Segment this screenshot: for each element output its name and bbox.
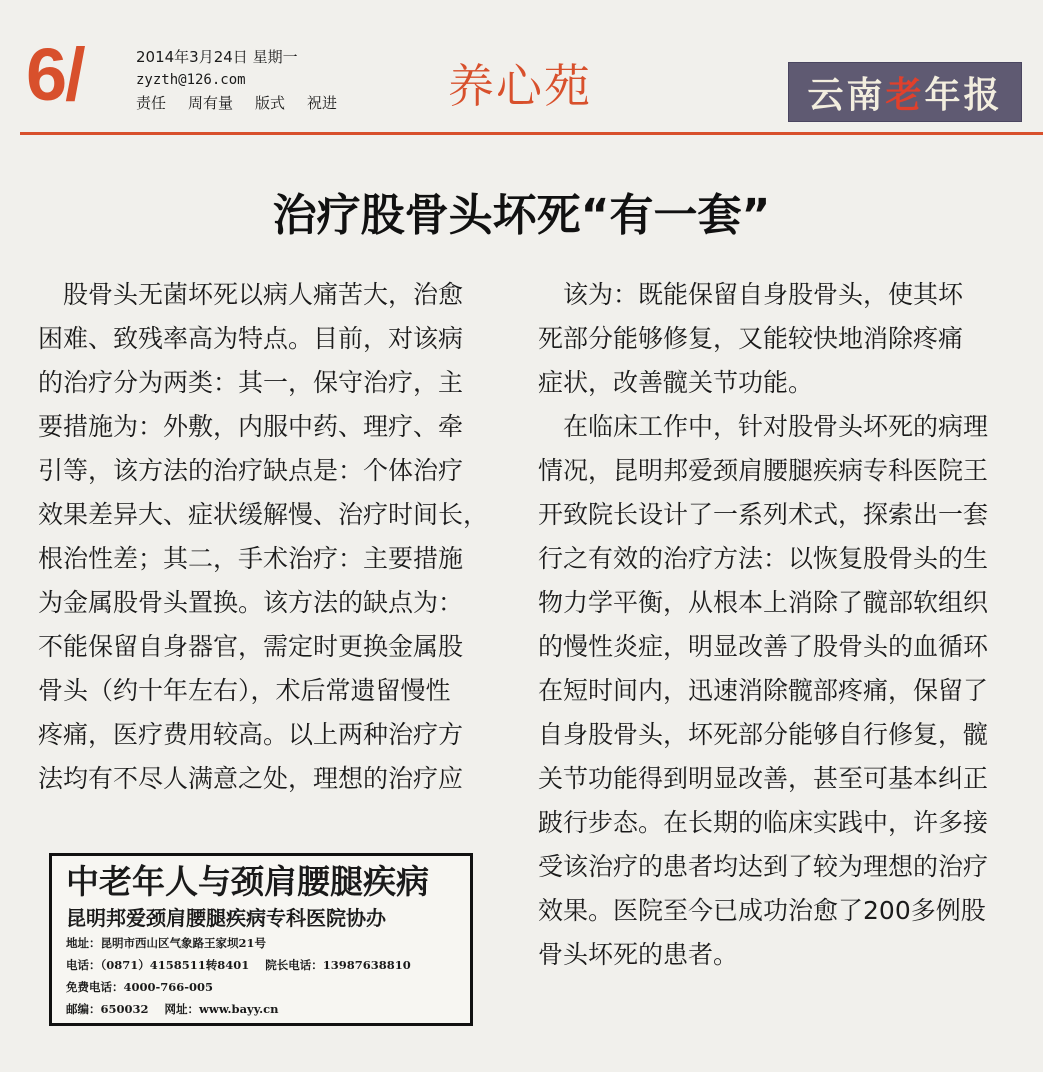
article-line: 自身股骨头，坏死部分能够自行修复，髋 — [538, 720, 989, 749]
issue-date: 2014年3月24日 星期一 — [136, 48, 298, 66]
article-line: 物力学平衡，从根本上消除了髋部软组织 — [538, 588, 989, 617]
article-line: 的慢性炎症，明显改善了股骨头的血循环 — [538, 632, 989, 661]
ad-subtitle: 昆明邦爱颈肩腰腿疾病专科医院协办 — [66, 906, 386, 930]
editor-name: 周有量 — [188, 94, 234, 112]
article-line: 在短时间内，迅速消除髋部疼痛，保留了 — [538, 676, 989, 705]
ad-hotline: 免费电话：4000-766-005 — [66, 980, 214, 994]
article-line: 该为：既能保留自身股骨头，使其坏 — [538, 280, 964, 309]
article-line: 根治性差；其二，手术治疗：主要措施 — [38, 544, 464, 573]
newspaper-logo — [788, 62, 1022, 122]
article-line: 为金属股骨头置换。该方法的缺点为： — [38, 588, 464, 617]
article-line: 死部分能够修复，又能较快地消除疼痛 — [538, 324, 964, 353]
logo-text: 云南老年报 — [807, 73, 1003, 116]
ad-address: 地址：昆明市西山区气象路王家坝21号 — [66, 936, 267, 950]
article-column-left — [38, 273, 518, 801]
article-line: 引等，该方法的治疗缺点是：个体治疗 — [38, 456, 464, 485]
layout-label: 版式 — [255, 94, 286, 112]
article-line: 法均有不尽人满意之处，理想的治疗应 — [38, 764, 464, 793]
section-title: 养心苑 — [448, 59, 592, 113]
article-line: 骨头坏死的患者。 — [538, 940, 739, 969]
article-line: 的治疗分为两类：其一，保守治疗，主 — [38, 368, 464, 397]
article-line: 跛行步态。在长期的临床实践中，许多接 — [538, 808, 989, 837]
article-line: 关节功能得到明显改善，甚至可基本纠正 — [538, 764, 989, 793]
article-line: 在临床工作中，针对股骨头坏死的病理 — [538, 412, 989, 441]
page-meta — [136, 46, 359, 115]
credits — [136, 92, 359, 115]
header-divider — [20, 132, 1043, 135]
article-line: 情况，昆明邦爱颈肩腰腿疾病专科医院王 — [538, 456, 989, 485]
article-headline: 治疗股骨头坏死“有一套” — [272, 190, 771, 241]
article-line: 行之有效的治疗方法：以恢复股骨头的生 — [538, 544, 989, 573]
editor-label: 责任 — [136, 94, 167, 112]
layout-name: 祝进 — [307, 94, 338, 112]
article-line: 要措施为：外敷，内服中药、理疗、牵 — [38, 412, 464, 441]
ad-postcode-web: 邮编：650032 网址：www.bayy.cn — [66, 1002, 279, 1016]
article-line: 骨头（约十年左右），术后常遗留慢性 — [38, 676, 451, 705]
contact-email: zyzth@126.com — [136, 72, 246, 88]
ad-phones: 电话：（0871）4158511转8401 院长电话：13987638810 — [66, 958, 411, 972]
ad-title: 中老年人与颈肩腰腿疾病 — [66, 862, 429, 901]
article-line: 不能保留自身器官，需定时更换金属股 — [38, 632, 464, 661]
article-line: 开致院长设计了一系列术式，探索出一套 — [538, 500, 989, 529]
article-line: 效果。医院至今已成功治愈了200多例股 — [538, 896, 986, 925]
article-line: 效果差异大、症状缓解慢、治疗时间长， — [38, 500, 489, 529]
article-line: 股骨头无菌坏死以病人痛苦大，治愈 — [38, 280, 464, 309]
article-line: 困难、致残率高为特点。目前，对该病 — [38, 324, 464, 353]
hospital-ad-box — [49, 853, 473, 1026]
article-line: 症状，改善髋关节功能。 — [538, 368, 814, 397]
page-number: 6/ — [26, 33, 84, 116]
article-line: 疼痛，医疗费用较高。以上两种治疗方 — [38, 720, 464, 749]
article-column-right — [538, 273, 1008, 977]
article-line: 受该治疗的患者均达到了较为理想的治疗 — [538, 852, 989, 881]
